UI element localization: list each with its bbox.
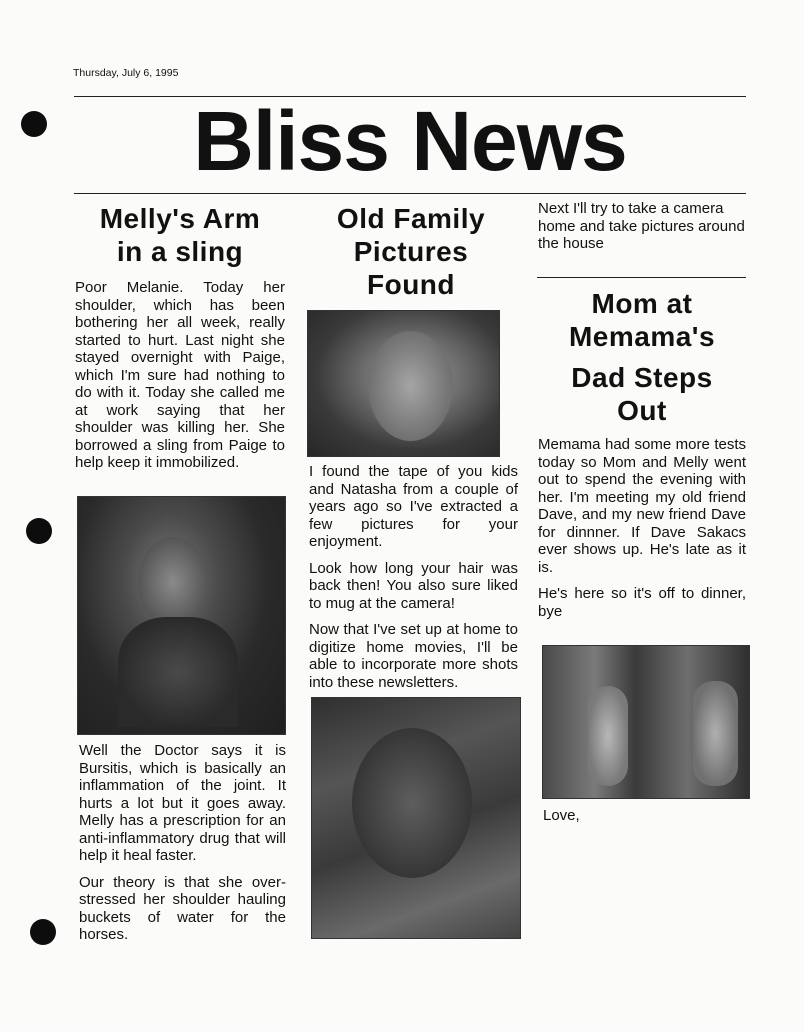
column-old-family-pictures [306, 202, 516, 301]
paragraph: Memama had some more tests today so Mom and Melly went out to spend the evening with her. I'm meeting my old friend Dave, and my new friend Dave for dinnner. If Dave Sakacs ever shows up. He's late as it is. [538, 436, 746, 576]
headline-dad-steps-out [538, 361, 746, 427]
headline-line: Memama's [568, 321, 716, 352]
headline-old-family-pictures [306, 202, 516, 301]
column-melly-arm-continued [79, 742, 286, 953]
article-body [538, 200, 746, 253]
headline-line: Pictures [353, 236, 469, 267]
headline-line: Old Family [336, 203, 486, 234]
binder-hole-bottom [30, 919, 56, 945]
column-old-family-pictures-body [309, 463, 518, 700]
column-mom-dad [538, 287, 746, 629]
masthead-title: Bliss News [193, 94, 627, 188]
article-body [309, 463, 518, 691]
headline-melly-arm [75, 202, 285, 268]
headline-mom-at-memama [538, 287, 746, 353]
paragraph: He's here so it's off to dinner, bye [538, 585, 746, 620]
photo-melly [77, 496, 286, 735]
column-divider-rule [537, 277, 746, 278]
binder-hole-top [21, 111, 47, 137]
issue-date: Thursday, July 6, 1995 [73, 67, 179, 79]
closing-text: Love, [543, 807, 580, 824]
photo-child-face [307, 310, 500, 457]
article-body [543, 807, 743, 825]
column-closing [543, 807, 743, 834]
column-right [538, 200, 746, 262]
photo-family-blurry [311, 697, 521, 939]
headline-line: Out [617, 395, 667, 426]
headline-line: Dad Steps [571, 362, 713, 393]
binder-hole-middle [26, 518, 52, 544]
article-body [538, 436, 746, 620]
photo-group-people [542, 645, 750, 799]
masthead-bottom-rule [74, 193, 746, 194]
paragraph: Now that I've set up at home to digitize home movies, I'll be able to incorporate more shots into these newsletters. [309, 621, 518, 691]
headline-line: Melly's Arm [99, 203, 261, 234]
paragraph: Poor Melanie. Today her shoulder, which has been bothering her all week, really started to hurt. Last night she stayed overnight with Paige, which I'm sure had nothing to do with it. Today she called me at work saying that her shoulder was killing her. She borrowed a sling from Paige to help keep it immobilized. [75, 279, 285, 471]
article-body [75, 279, 285, 472]
paragraph: Well the Doctor says it is Bursitis, which is basically an inflammation of the joint. It hurts a lot but it goes away. Melly has a prescription for an anti-inflammatory drug that will help it heal faster. [79, 742, 286, 864]
headline-line: Mom at [591, 288, 693, 319]
paragraph: Next I'll try to take a camera home and take pictures around the house [538, 200, 745, 252]
headline-line: in a sling [116, 236, 244, 267]
paragraph: Look how long your hair was back then! You also sure liked to mug at the camera! [309, 559, 518, 612]
paragraph: I found the tape of you kids and Natasha from a couple of years ago so I've extracted a few pictures for your enjoyment. [309, 463, 518, 550]
article-body [79, 742, 286, 944]
headline-line: Found [366, 269, 456, 300]
column-melly-arm [75, 202, 285, 481]
paragraph: Our theory is that she over-stressed her shoulder hauling buckets of water for the horses. [79, 873, 286, 943]
